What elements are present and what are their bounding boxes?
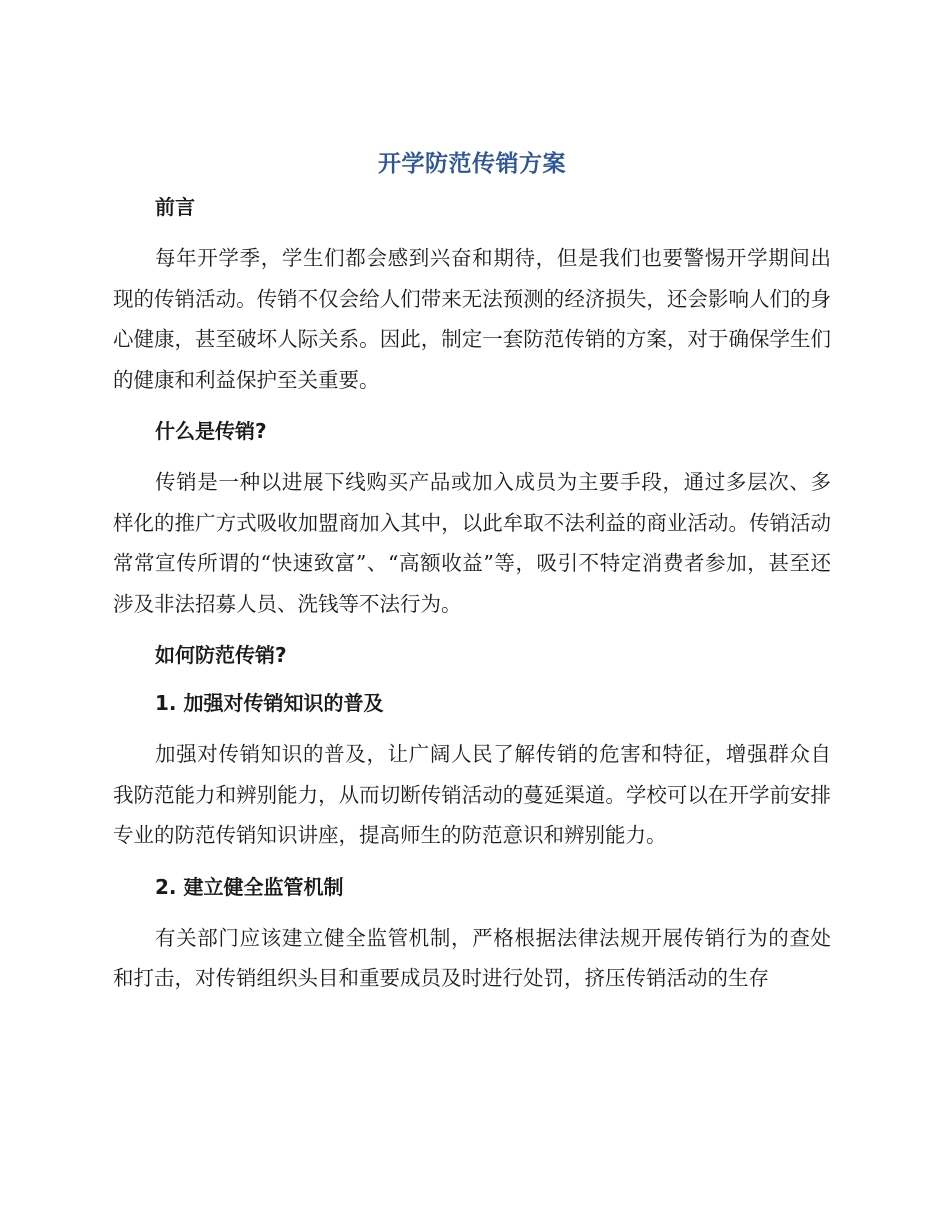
section-paragraph-what-is: 传销是一种以进展下线购买产品或加入成员为主要手段，通过多层次、多样化的推广方式吸收加盟商加入其中，以此牟取不法利益的商业活动。传销活动常常宣传所谓的“快速致富”、“高额收益”等，吸引不特定消费者参加，甚至还涉及非法招募人员、洗钱等不法行为。 — [113, 470, 831, 616]
section-heading-knowledge: 1. 加强对传销知识的普及 — [155, 691, 384, 715]
document-body — [113, 140, 831, 999]
section-paragraph-preface: 每年开学季，学生们都会感到兴奋和期待，但是我们也要警惕开学期间出现的传销活动。传销不仅会给人们带来无法预测的经济损失，还会影响人们的身心健康，甚至破坏人际关系。因此，制定一套防范传销的方案，对于确保学生们的健康和利益保护至关重要。 — [113, 246, 831, 392]
section-heading-supervision: 2. 建立健全监管机制 — [155, 874, 344, 899]
section-heading-how-to-prevent: 如何防范传销? — [155, 643, 287, 667]
section-heading-preface: 前言 — [155, 195, 195, 219]
document-title: 开学防范传销方案 — [378, 151, 566, 177]
section-heading-what-is: 什么是传销? — [155, 419, 267, 443]
section-paragraph-knowledge: 加强对传销知识的普及，让广阔人民了解传销的危害和特征，增强群众自我防范能力和辨别能力，从而切断传销活动的蔓延渠道。学校可以在开学前安排专业的防范传销知识讲座，提高师生的防范意识和辨别能力。 — [113, 742, 831, 847]
section-paragraph-supervision: 有关部门应该建立健全监管机制，严格根据法律法规开展传销行为的查处和打击，对传销组织头目和重要成员及时进行处罚，挤压传销活动的生存 — [113, 925, 831, 990]
